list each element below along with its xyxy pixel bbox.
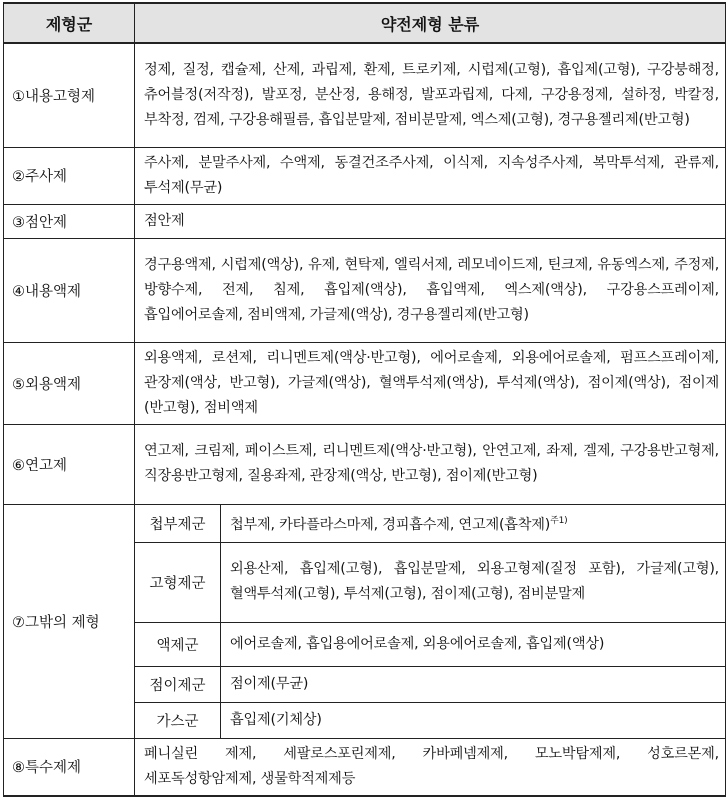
subcategory: 고형제군 [135,542,221,622]
subcategory-text: 첩부제, 카타플라스마제, 경피흡수제, 연고제(흡착제) [230,516,551,533]
row-category-other: ⑦그밖의 제형 [4,504,135,738]
table-row [4,424,726,504]
subcategory-content: 외용산제, 흡입제(고형), 흡입분말제, 외용고형제(질정 포함), 가글제(고형), 혈액투석제(고형), 투석제(고형), 점이제(고형), 점비분말제 [221,542,726,622]
row-category: ⑤외용액제 [4,342,135,424]
row-content: 외용액제, 로션제, 리니멘트제(액상·반고형), 에어로솔제, 외용에어로솔제, 펌프스프레이제, 관장제(액상, 반고형), 가글제(액상), 혈액투석제(액상), 투석제(액상), 점이제(액상), 점이제(반고형), 점비액제 [135,342,726,424]
subcategory: 액제군 [135,622,221,666]
row-category: ⑧특수제제 [4,738,135,796]
table-row [4,204,726,238]
subcategory-content [221,504,726,542]
table-row [4,738,726,796]
row-category: ③점안제 [4,204,135,238]
header-group: 제형군 [4,3,135,43]
row-content: 경구용액제, 시럽제(액상), 유제, 현탁제, 엘릭서제, 레모네이드제, 틴크제, 유동엑스제, 주정제, 방향수제, 전제, 침제, 흡입제(액상), 흡입액제, 엑스제(액상), 구강용스프레이제, 흡입에어로솔제, 점비액제, 가글제(액상), 경구용젤리제(반고형) [135,238,726,342]
subcategory: 가스군 [135,702,221,738]
table-header-row [4,3,726,43]
table-row [4,147,726,204]
header-classification: 약전제형 분류 [135,3,726,43]
dosage-form-table [3,2,726,797]
subcategory: 점이제군 [135,666,221,702]
subcategory-content: 점이제(무균) [221,666,726,702]
row-category: ⑥연고제 [4,424,135,504]
row-content: 주사제, 분말주사제, 수액제, 동결건조주사제, 이식제, 지속성주사제, 복막투석제, 관류제, 투석제(무균) [135,147,726,204]
row-content: 점안제 [135,204,726,238]
table-row [4,342,726,424]
subcategory-content: 에어로솔제, 흡입용에어로솔제, 외용에어로솔제, 흡입제(액상) [221,622,726,666]
row-content: 연고제, 크림제, 페이스트제, 리니멘트제(액상·반고형), 안연고제, 좌제, 겔제, 구강용반고형제, 직장용반고형제, 질용좌제, 관장제(액상, 반고형), 점이제(반고형) [135,424,726,504]
subcategory: 첩부제군 [135,504,221,542]
row-category: ②주사제 [4,147,135,204]
row-category: ④내용액제 [4,238,135,342]
row-category: ①내용고형제 [4,43,135,147]
row-content: 정제, 질정, 캡슐제, 산제, 과립제, 환제, 트로키제, 시럽제(고형), 흡입제(고형), 구강붕해정, 츄어블정(저작정), 발포정, 분산정, 용해정, 발포과립제, 다제, 구강용정제, 설하정, 박칼정, 부착정, 껌제, 구강용해필름, 흡입분말제, 점비분말제, 엑스제(고형), 경구용젤리제(반고형) [135,43,726,147]
row-content: 페니실린 제제, 세팔로스포린제제, 카바페넴제제, 모노박탐제제, 성호르몬제, 세포독성항암제제, 생물학적제제등 [135,738,726,796]
table-row [4,238,726,342]
footnote-mark: 주1) [550,515,568,526]
table-row [4,43,726,147]
subcategory-content: 흡입제(기체상) [221,702,726,738]
table-row [4,504,726,542]
